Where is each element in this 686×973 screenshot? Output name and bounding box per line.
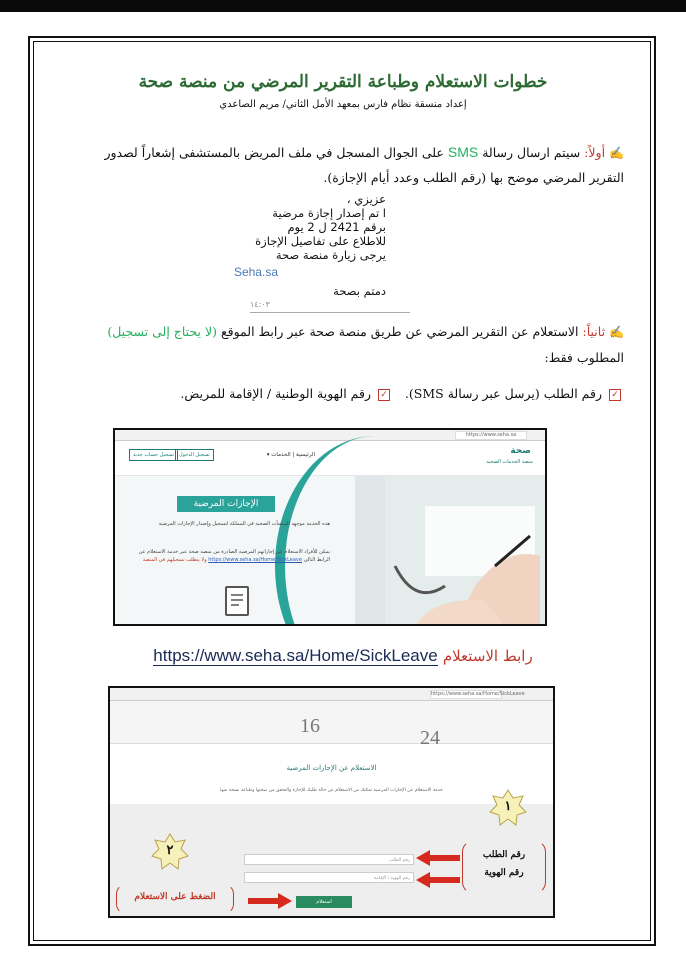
service-note (125, 548, 330, 564)
note-line1: يمكن للأفراد الاستعلام عن إجازاتهم المرضية الصادرة من منصة صحة عبر خدمة الاستعلام عن الرابط التالي (138, 549, 330, 563)
sms-line2: برقم 2421 ل 2 يوم (287, 220, 386, 234)
request-label: رقم الطلب (482, 850, 526, 860)
seha-logo-sub: منصة الخدمات الصحية (486, 459, 533, 465)
sms-time: ١٤:٠٣ (250, 300, 270, 309)
seha-homepage-screenshot (113, 428, 547, 626)
step1-text-a: سيتم ارسال رسالة (482, 145, 581, 160)
browser-bar (110, 688, 553, 701)
step1-text-c: التقرير المرضي موضح بها (رقم الطلب وعدد أيام الإجازة). (323, 170, 624, 185)
top-bar (0, 0, 686, 12)
inquiry-desc: خدمة الاستعلام عن الإجازات المرضية تمكنك من الاستعلام عن حالة طلبك للإجازة والتحقق من صحتها وطباعة نسخة منها (220, 788, 443, 793)
seha-logo: صحة (510, 446, 531, 456)
browser-url: https://www.seha.sa/Home/SickLeave (431, 691, 525, 697)
sms-line1: ا تم إصدار إجازة مرضية (272, 206, 386, 220)
pen-icon: ✍ (609, 325, 624, 339)
checkbox-icon: ✓ (609, 389, 621, 401)
request-number-input[interactable]: رقم الطلب (244, 854, 414, 865)
inquiry-title: الاستعلام عن الإجازات المرضية (286, 764, 377, 772)
step1-text-b: على الجوال المسجل في ملف المريض بالمستشفى إشعاراً لصدور (104, 145, 444, 160)
sms-greeting: عزيزي ، (346, 192, 386, 206)
register-button[interactable]: تسجيل حساب جديد (129, 449, 178, 461)
calendar-number: 24 (420, 727, 440, 749)
browser-bar (115, 430, 545, 441)
note-line2: ولا يتطلب تسجيلهم في المنصة (142, 557, 207, 563)
badge-2: ٢ (166, 843, 174, 858)
sms-message (218, 192, 386, 298)
document-title: خطوات الاستعلام وطباعة التقرير المرضي من منصة صحة (138, 72, 548, 92)
step1-line1 (62, 142, 624, 163)
requirements (84, 384, 624, 404)
sms-line4: يرجى زيارة منصة صحة (275, 248, 386, 262)
arrow-left-icon (416, 850, 462, 890)
sms-link[interactable]: Seha.sa (233, 265, 278, 279)
document-icon (225, 586, 249, 616)
id-label: رقم الهوية (484, 868, 524, 878)
inquiry-label: رابط الاستعلام (442, 647, 533, 665)
sms-line3: للاطلاع على تفاصيل الإجازة (255, 234, 386, 248)
site-menu[interactable]: الرئيسية | الخدمات ▾ (266, 452, 315, 458)
inquiry-url-row (60, 646, 626, 666)
browser-url: https://www.seha.sa (455, 431, 527, 440)
service-desc: هذه الخدمة موجهة للمنشآت الصحية في المملكة لتسجيل وإصدار الإجازات المرضية (158, 521, 330, 527)
calendar-header-image (110, 701, 553, 749)
badge-1: ١ (504, 799, 512, 814)
inquiry-link[interactable]: https://www.seha.sa/Home/SickLeave (153, 646, 438, 665)
arrow-right-icon (248, 893, 294, 911)
req-2: رقم الهوية الوطنية / الإقامة للمريض. (180, 386, 372, 401)
sms-sign: دمتم بصحة (333, 284, 386, 298)
step2-text-a: الاستعلام عن التقرير المرضي عن طريق منصة صحة عبر رابط الموقع (220, 324, 579, 339)
step2-text-b: المطلوب فقط: (544, 350, 624, 365)
calendar-number: 16 (300, 715, 320, 737)
document-subtitle: إعداد منسقة نظام فارس بمعهد الأمل الثاني/ مريم الصاعدي (219, 99, 467, 110)
id-number-input[interactable]: رقم الهوية / الإقامة (244, 872, 414, 883)
sms-divider (250, 312, 410, 313)
step2-note: (لا يحتاج إلى تسجيل) (107, 324, 217, 339)
sick-leave-banner: الإجازات المرضية (177, 496, 275, 512)
callout-bracket (462, 840, 546, 894)
step1-label: أولاً: (584, 145, 606, 160)
hero-section (115, 476, 545, 626)
sick-leave-page-screenshot (108, 686, 555, 918)
step2-label: ثانياً: (582, 324, 606, 339)
login-button[interactable]: تسجيل الدخول (175, 449, 214, 461)
pen-icon: ✍ (609, 146, 624, 160)
click-label: الضغط على الاستعلام (134, 892, 216, 902)
checkbox-icon: ✓ (378, 389, 390, 401)
req-1: رقم الطلب (يرسل عبر رسالة SMS). (404, 386, 603, 401)
inquiry-submit-button[interactable]: استعلام (296, 896, 352, 908)
step2-line1 (62, 322, 624, 342)
step1-sms: SMS (447, 144, 479, 160)
note-link[interactable]: https://www.seha.sa/Home/SickLeave (208, 557, 302, 563)
